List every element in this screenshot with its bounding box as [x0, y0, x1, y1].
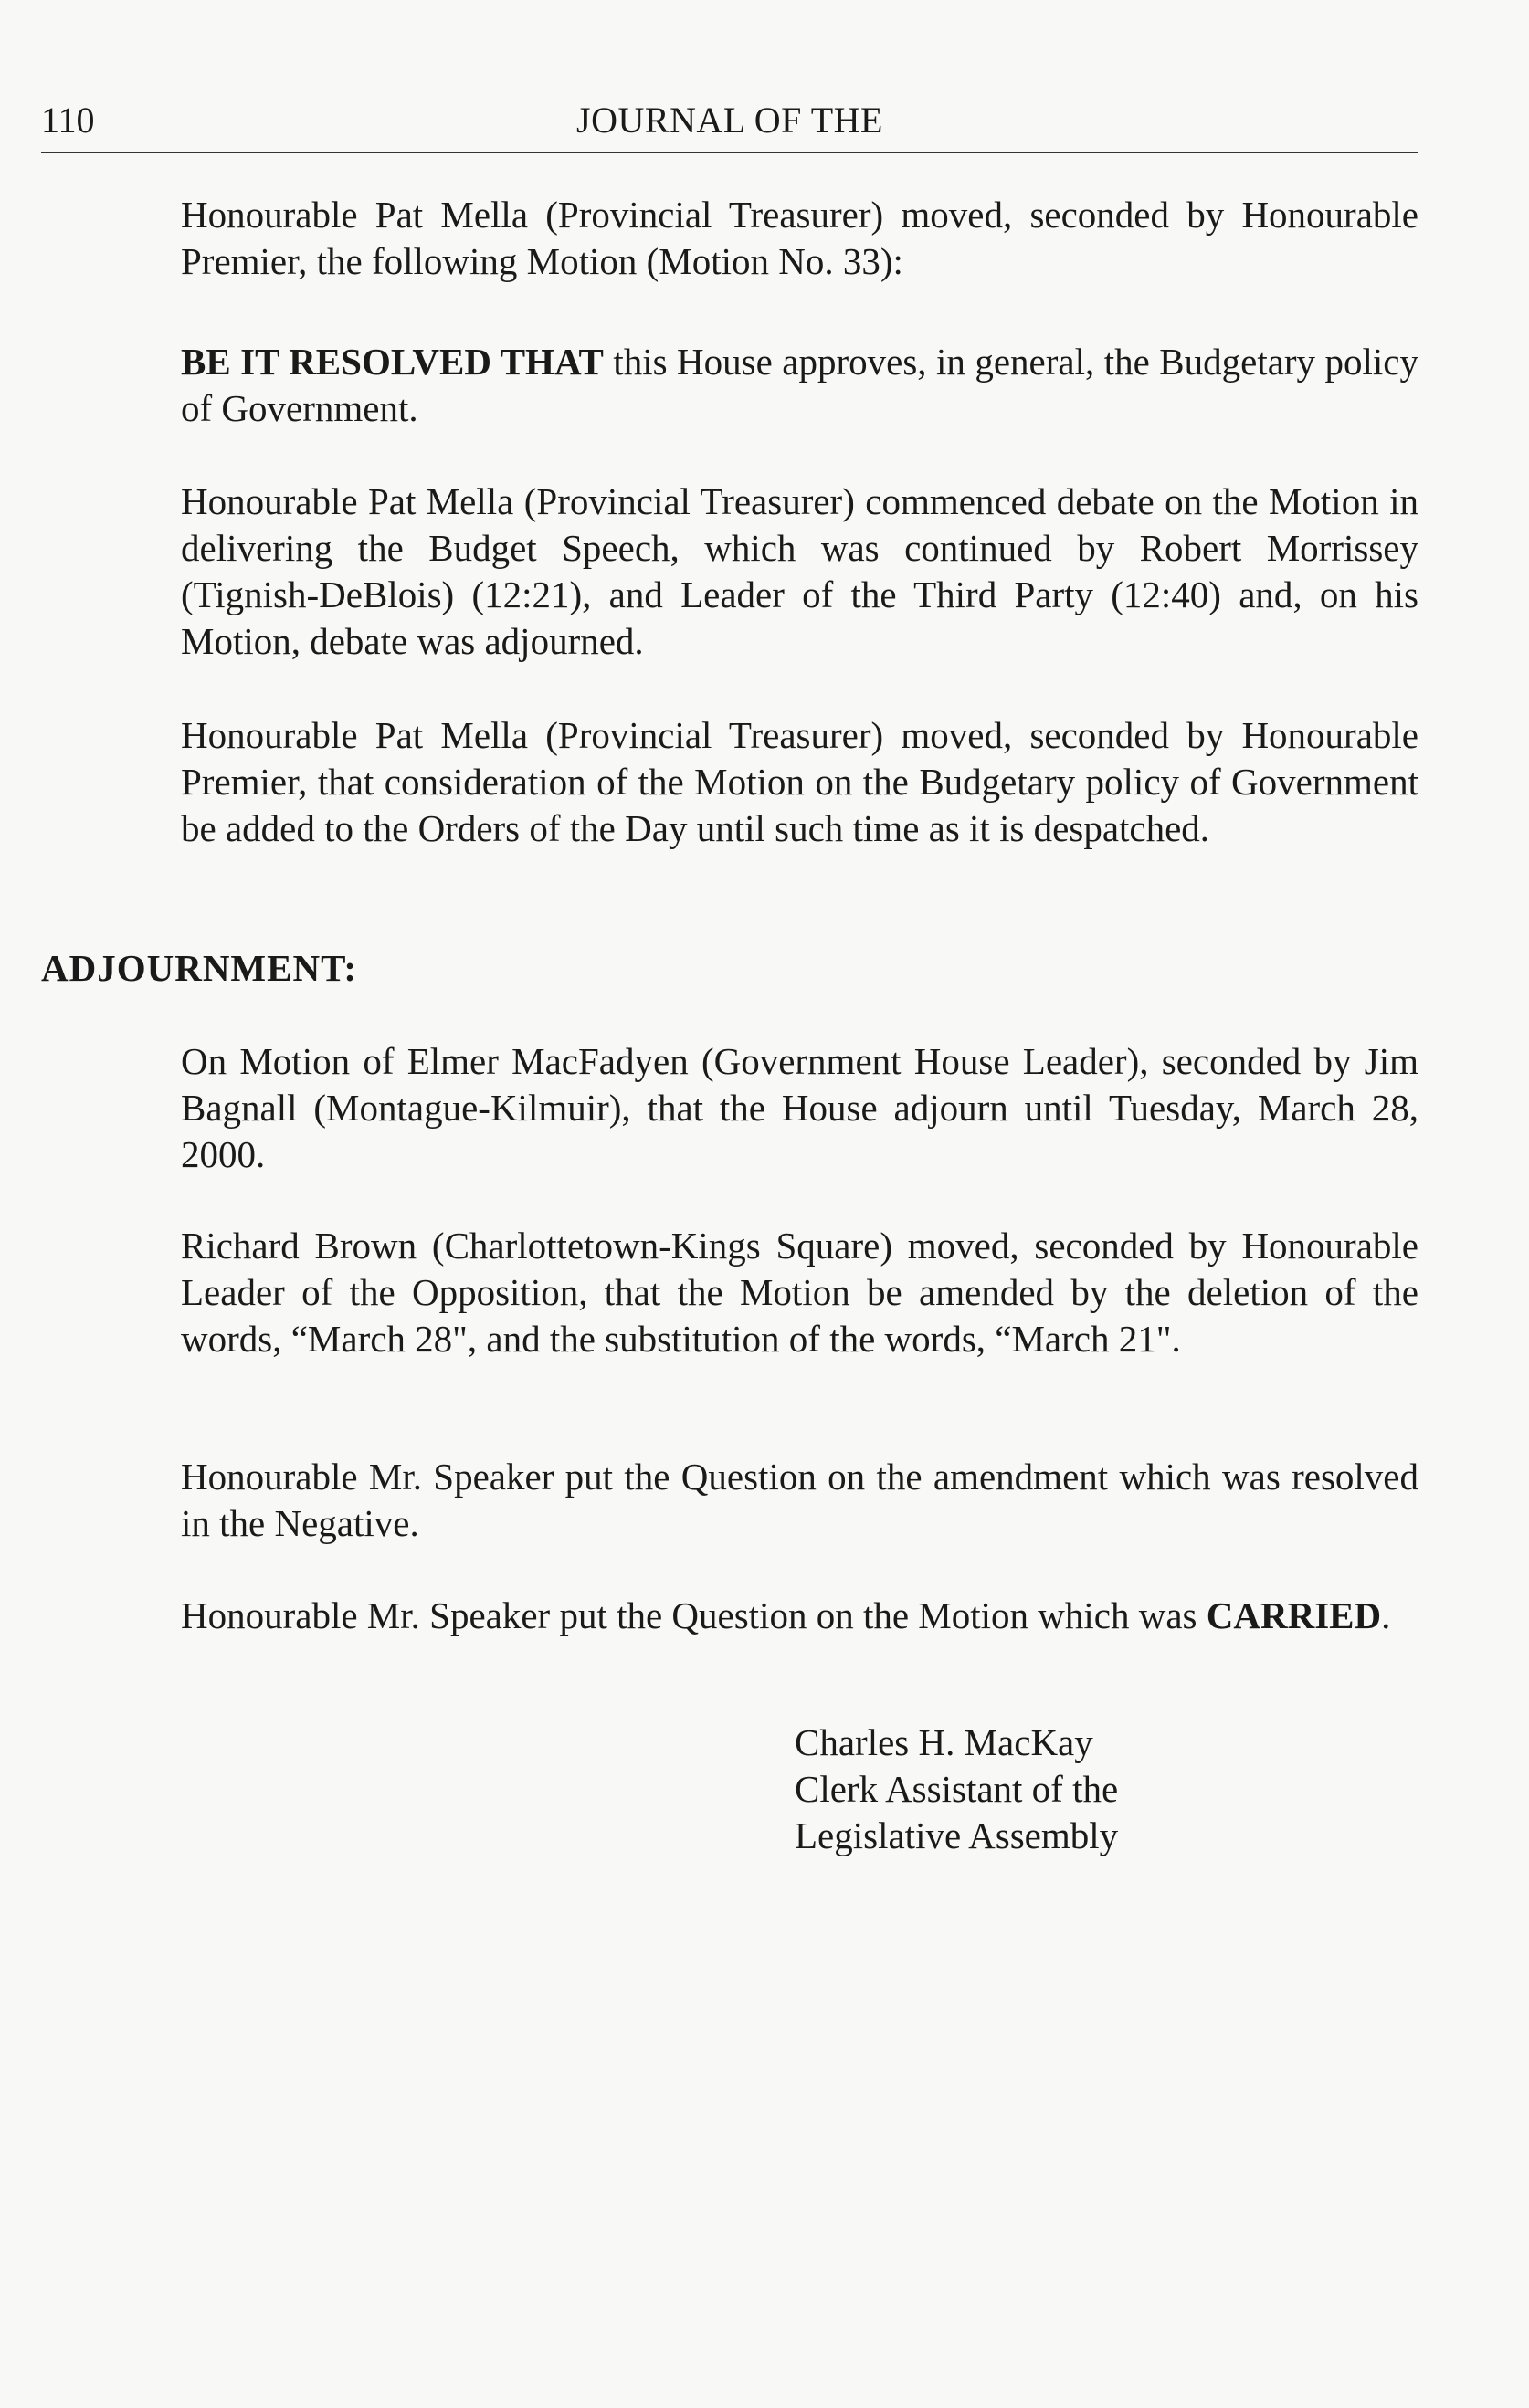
- debate-paragraph: Honourable Pat Mella (Provincial Treasurer) commenced debate on the Motion in delivering the Budget Speech, which was continued by Robert Morrissey (Tignish-DeBlois) (12:21), and Leader of the Third Party (12:40) and, on his Motion, debate was adjourned.: [181, 480, 1418, 662]
- adjournment-motion-paragraph: On Motion of Elmer MacFadyen (Government House Leader), seconded by Jim Bagnall (Montague-Kilmuir), that the House adjourn until Tuesday, March 28, 2000.: [181, 1040, 1418, 1175]
- amendment-result-paragraph: Honourable Mr. Speaker put the Question on the amendment which was resolved in the Negative.: [181, 1456, 1418, 1544]
- page-number: 110: [41, 100, 95, 141]
- consideration-paragraph: Honourable Pat Mella (Provincial Treasurer) moved, seconded by Honourable Premier, that consideration of the Motion on the Budgetary policy of Government be added to the Orders of the Day until such time as it is despatched.: [181, 714, 1418, 849]
- signature-block: [795, 1719, 1118, 1859]
- amendment-paragraph: Richard Brown (Charlottetown-Kings Square) moved, seconded by Honourable Leader of the Opposition, that the Motion be amended by the deletion of the words, “March 28", and the substitution of the words, “March 21".: [181, 1225, 1418, 1360]
- motion-intro-paragraph: Honourable Pat Mella (Provincial Treasurer) moved, seconded by Honourable Premier, the following Motion (Motion No. 33):: [181, 194, 1418, 282]
- resolution-text: this House approves, in general, the Budgetary policy of Government.: [181, 341, 1419, 429]
- running-title: JOURNAL OF THE: [576, 100, 883, 141]
- signatory-name: Charles H. MacKay: [795, 1721, 1093, 1763]
- motion-result-paragraph: [181, 1593, 1418, 1639]
- motion-result-text: Honourable Mr. Speaker put the Question on the Motion which was: [181, 1594, 1207, 1636]
- resolution-paragraph: [181, 339, 1418, 432]
- carried-label: CARRIED: [1206, 1594, 1382, 1636]
- signatory-title-line1: Clerk Assistant of the: [795, 1768, 1119, 1810]
- signatory-title-line2: Legislative Assembly: [795, 1814, 1119, 1856]
- carried-period: .: [1381, 1594, 1391, 1636]
- adjournment-heading: ADJOURNMENT:: [41, 947, 358, 989]
- resolution-lead: BE IT RESOLVED THAT: [181, 341, 604, 383]
- page-header: [41, 99, 1418, 153]
